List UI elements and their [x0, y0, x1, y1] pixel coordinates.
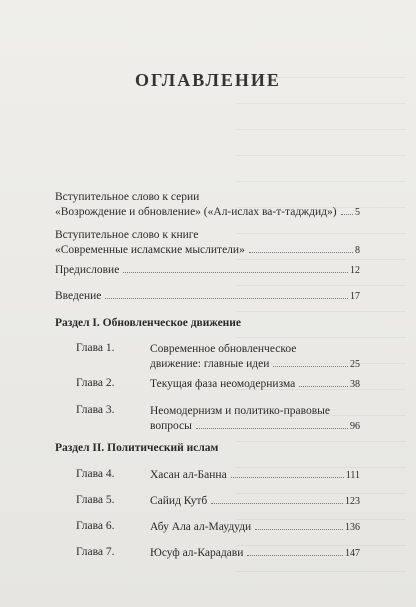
toc-entry-text: Вступительное слово к серии — [55, 191, 200, 203]
chapter-title: Современное обновленческое — [150, 343, 297, 355]
toc-entry-text: Предисловие — [55, 264, 120, 276]
toc-entry-foreword-series — [55, 190, 360, 220]
chapter-label: Глава 7. — [76, 546, 115, 558]
chapter-label: Глава 3. — [76, 404, 115, 416]
chapter-title: Сайид Кутб — [150, 495, 208, 507]
chapter-title: вопросы — [150, 420, 192, 432]
chapter-entry — [150, 377, 360, 392]
dot-leader — [299, 386, 348, 387]
section-heading: Раздел I. Обновленческое движение — [55, 317, 242, 329]
dot-leader — [247, 555, 343, 556]
chapter-label: Глава 6. — [76, 520, 115, 532]
toc-entry-text: «Современные исламские мыслители» — [55, 244, 245, 256]
chapter-title: Неомодернизм и политико-правовые — [150, 405, 330, 417]
chapter-entry — [150, 404, 360, 434]
chapter-label: Глава 5. — [76, 494, 115, 506]
chapter-entry — [150, 468, 360, 483]
page-number: 111 — [345, 470, 360, 481]
page-number: 8 — [355, 245, 360, 256]
page-number: 25 — [350, 359, 360, 370]
dot-leader — [255, 529, 343, 530]
toc-entry-introduction — [55, 289, 360, 304]
chapter-entry — [150, 520, 360, 535]
chapter-entry — [150, 342, 360, 372]
chapter-title: Юсуф ал-Карадави — [150, 547, 244, 559]
dot-leader — [123, 272, 348, 273]
page-title: ОГЛАВЛЕНИЕ — [135, 70, 281, 90]
page-number: 96 — [350, 421, 360, 432]
toc-entry-text: Вступительное слово к книге — [55, 229, 199, 241]
chapter-title: движение: главные идеи — [150, 358, 270, 370]
dot-leader — [196, 428, 348, 429]
dot-leader — [105, 298, 348, 299]
dot-leader — [273, 366, 348, 367]
chapter-title: Хасан ал-Банна — [150, 469, 227, 481]
chapter-title: Абу Ала ал-Маудуди — [150, 521, 252, 533]
dot-leader — [341, 214, 353, 215]
dot-leader — [249, 252, 353, 253]
page-number: 17 — [350, 291, 360, 302]
toc-entry-foreword-book — [55, 228, 360, 258]
toc-entry-text: «Возрождение и обновление» («Ал-ислах ва-т-тадждид») — [55, 206, 337, 218]
chapter-entry — [150, 546, 360, 561]
dot-leader — [211, 503, 343, 504]
toc-entry-text: Введение — [55, 290, 102, 302]
dot-leader — [231, 477, 344, 478]
page-number: 5 — [355, 207, 360, 218]
section-heading: Раздел II. Политический ислам — [55, 442, 219, 454]
page-number: 136 — [345, 522, 360, 533]
chapter-label: Глава 2. — [76, 377, 115, 389]
chapter-title: Текущая фаза неомодернизма — [150, 378, 296, 390]
chapter-label: Глава 1. — [76, 342, 115, 354]
page-number: 123 — [345, 496, 360, 507]
page-number: 38 — [350, 379, 360, 390]
page-number: 147 — [345, 548, 360, 559]
chapter-entry — [150, 494, 360, 509]
chapter-label: Глава 4. — [76, 468, 115, 480]
toc-entry-preface — [55, 263, 360, 278]
page-number: 12 — [350, 265, 360, 276]
